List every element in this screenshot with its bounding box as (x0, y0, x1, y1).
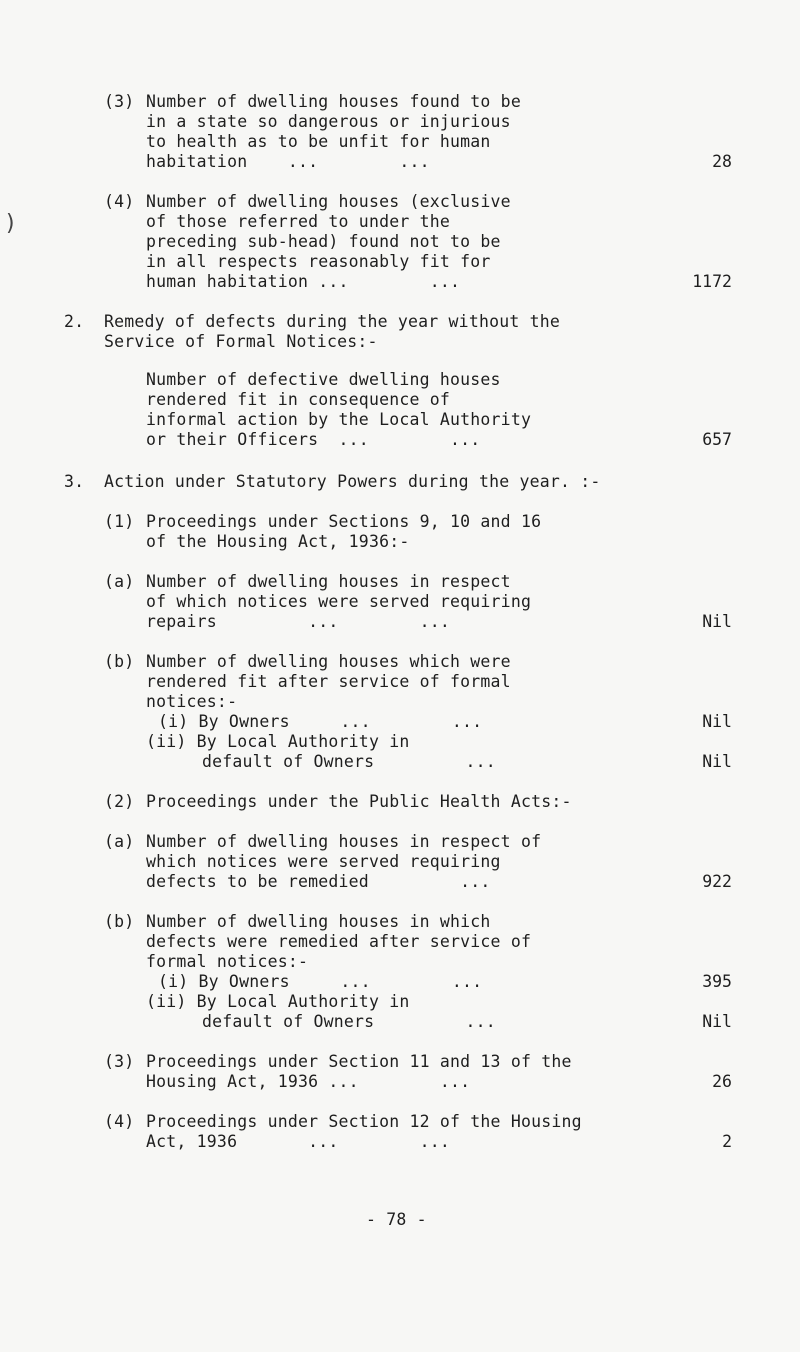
item-text-line: (ii) By Local Authority in (146, 992, 410, 1011)
item-value: 395 (702, 972, 732, 991)
item-text-line: of the Housing Act, 1936:- (146, 532, 410, 551)
item-value: 657 (702, 430, 732, 449)
item-value: Nil (702, 1012, 732, 1031)
item-text-line: rendered fit after service of formal (146, 672, 511, 691)
item-value: 922 (702, 872, 732, 891)
item-label: (4) (104, 1112, 135, 1131)
item-value: Nil (702, 752, 732, 771)
item-label: (a) (104, 832, 135, 851)
item-text-line: Housing Act, 1936 ... ... (146, 1072, 471, 1091)
item-text-line: habitation ... ... (146, 152, 430, 171)
item-text-line: Number of dwelling houses found to be (146, 92, 521, 111)
section-number: 2. (64, 312, 85, 331)
item-text-line: (ii) By Local Authority in (146, 732, 410, 751)
item-label: (3) (104, 92, 135, 111)
item-text-line: Number of defective dwelling houses (146, 370, 501, 389)
item-text-line: defects were remedied after service of (146, 932, 532, 951)
item-text-line: informal action by the Local Authority (146, 410, 532, 429)
item-text-line: default of Owners ... (202, 1012, 496, 1031)
item-label: (2) (104, 792, 135, 811)
item-label: (b) (104, 652, 135, 671)
item-text-line: (i) By Owners ... ... (158, 712, 483, 731)
item-value: 1172 (692, 272, 732, 291)
item-value: Nil (702, 712, 732, 731)
item-label: (1) (104, 512, 135, 531)
item-text-line: rendered fit in consequence of (146, 390, 451, 409)
item-text-line: Proceedings under Section 12 of the Housing (146, 1112, 582, 1131)
item-text-line: preceding sub-head) found not to be (146, 232, 501, 251)
item-text-line: (i) By Owners ... ... (158, 972, 483, 991)
item-text-line: notices:- (146, 692, 238, 711)
item-value: 28 (712, 152, 732, 171)
item-text-line: of those referred to under the (146, 212, 451, 231)
item-label: (4) (104, 192, 135, 211)
item-text-line: repairs ... ... (146, 612, 451, 631)
margin-mark: ) (4, 211, 18, 236)
item-text-line: which notices were served requiring (146, 852, 501, 871)
item-text-line: of which notices were served requiring (146, 592, 532, 611)
item-text-line: Number of dwelling houses in which (146, 912, 491, 931)
item-text-line: Act, 1936 ... ... (146, 1132, 451, 1151)
item-text-line: in a state so dangerous or injurious (146, 112, 511, 131)
item-text-line: Number of dwelling houses in respect (146, 572, 511, 591)
item-value: 2 (722, 1132, 732, 1151)
item-text-line: formal notices:- (146, 952, 309, 971)
section-heading: Service of Formal Notices:- (104, 332, 378, 351)
section-heading: Remedy of defects during the year without the (104, 312, 561, 331)
item-text-line: Proceedings under Section 11 and 13 of the (146, 1052, 572, 1071)
item-text-line: Number of dwelling houses (exclusive (146, 192, 511, 211)
item-label: (3) (104, 1052, 135, 1071)
item-text-line: to health as to be unfit for human (146, 132, 491, 151)
page-number: - 78 - (366, 1210, 427, 1229)
item-label: (b) (104, 912, 135, 931)
item-text-line: human habitation ... ... (146, 272, 461, 291)
item-text-line: or their Officers ... ... (146, 430, 481, 449)
item-text-line: in all respects reasonably fit for (146, 252, 491, 271)
item-text-line: default of Owners ... (202, 752, 496, 771)
item-text-line: Number of dwelling houses in respect of (146, 832, 542, 851)
item-value: Nil (702, 612, 732, 631)
item-label: (a) (104, 572, 135, 591)
section-heading: Action under Statutory Powers during the year. :- (104, 472, 601, 491)
section-number: 3. (64, 472, 85, 491)
item-text-line: Proceedings under Sections 9, 10 and 16 (146, 512, 542, 531)
item-text-line: Number of dwelling houses which were (146, 652, 511, 671)
item-value: 26 (712, 1072, 732, 1091)
item-text-line: Proceedings under the Public Health Acts:- (146, 792, 572, 811)
item-text-line: defects to be remedied ... (146, 872, 491, 891)
